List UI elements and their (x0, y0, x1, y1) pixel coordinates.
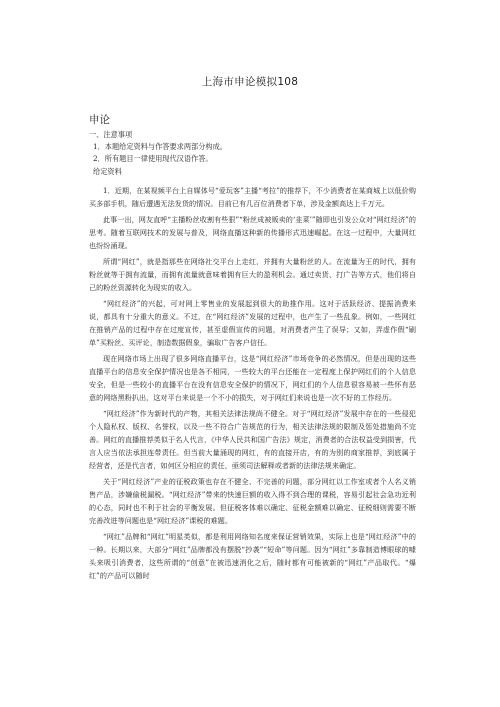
paragraph: 1．近期，在某视频平台上自媒体号“爱玩客”主播“考拉”的推荐下，不少消费者在某商城上以低价购买多部手机，随后遭遇无法发货的情况。目前已有几百位消费者下单，涉及金额高达上千万元。 (89, 186, 416, 208)
document-title: 上海市申论模拟108 (201, 76, 299, 88)
paragraph: 关于“网红经济”产业的征税政策也存在不健全、不完善的问题，部分网红以工作室或者个人名义销售产品，涉嫌偷税漏税。“网红经济”带来的快速巨额的收入得不到合理的课税，容易引起社会急功近利的心态，同时也不利于社会的平衡发展。但征税客体难以确定、征税金额难以确定、征税细则需要不断完善改进等问题也是“网红经济”课税的难题。 (89, 477, 416, 525)
paragraph: 此事一出，网友直呼“主播粉丝收割有些狠”“粉丝成被贩卖的‘韭菜’”随即也引发公众对“网红经济”的思考。随着互联网技术的发展与普及，网络直播这种新的传播形式迅速崛起。在这一过程中，大量网红也纷纷涌现。 (89, 215, 416, 250)
paragraph: 现在网络市场上出现了很多网络直播平台，这是“网红经济”市场竞争的必然情况，但是出现的这些直播平台的信息安全保护情况也是各不相同，一些较大的平台还能在一定程度上保护网红们的个人信息安全，但是一些较小的直播平台在没有信息安全保护的情况下，网红们的个人信息很容易被一些怀有恶意的网络黑粉扒出，这对平台来说是一个不小的损失，对于网红们来说也是一次不好的工作经历。 (89, 354, 416, 402)
note-item-1: 1．本题给定资料与作答要求两部分构成。 (93, 142, 227, 151)
materials-heading: 给定资料 (93, 167, 122, 176)
note-item-2: 2．所有题目一律使用现代汉语作答。 (93, 154, 213, 163)
materials-body (89, 184, 416, 585)
paragraph: “网红经济”的兴起，可对网上零售业的发展起到很大的助推作用。这对于活跃经济、提振消费来说，都具有十分重大的意义。不过，在“网红经济”发展的过程中，也产生了一些乱象。例如，一些网红在推销产品的过程中存在过度宣传，甚至虚假宣传的问题，对消费者产生了误导；又如，弄虚作假“刷单”买粉丝、买评论，制造数据假象，骗取广告客户信任。 (89, 299, 416, 347)
section-heading: 申论 (89, 114, 110, 126)
paragraph: “网红经济”作为新时代的产物，其相关法律法规尚不健全。对于“网红经济”发展中存在的一些侵犯个人隐私权、版权、名誉权，以及一些不符合广告规范的行为，相关法律法规的限制及惩处措施尚不完善。网红的直播推荐类似于名人代言，《中华人民共和国广告法》规定，消费者的合法权益受到损害，代言人应当依法承担连带责任。但当前大量涌现的网红，有的直接开店，有的为别的商家推荐，到底属于经营者，还是代言者，如何区分相应的责任，亟须司法解释或者新的法律法规来确定。 (89, 409, 416, 470)
paragraph: “网红”品牌和“网红”明星类似，都是利用网络知名度来保证营销效果，实际上也是“网红经济”中的一种。长期以来，大部分“网红”品牌都没有摆脱“抄袭”“短命”等问题。因为“网红”多靠制造博眼球的噱头来吸引消费者，这些所谓的“创意”在被迅速消化之后，随时都有可能被新的“网红”产品取代。“爆红”的产品可以随时 (89, 532, 416, 580)
paragraph: 所谓“网红”，就是指那些在网络社交平台上走红，并拥有大量粉丝的人。在流量为王的时代，拥有粉丝就等于拥有流量，而拥有流量就意味着拥有巨大的盈利机会。通过卖货、打广告等方式，他们将自己的粉丝资源转化为现实的收入。 (89, 257, 416, 292)
note-heading: 一、注意事项 (89, 130, 133, 139)
